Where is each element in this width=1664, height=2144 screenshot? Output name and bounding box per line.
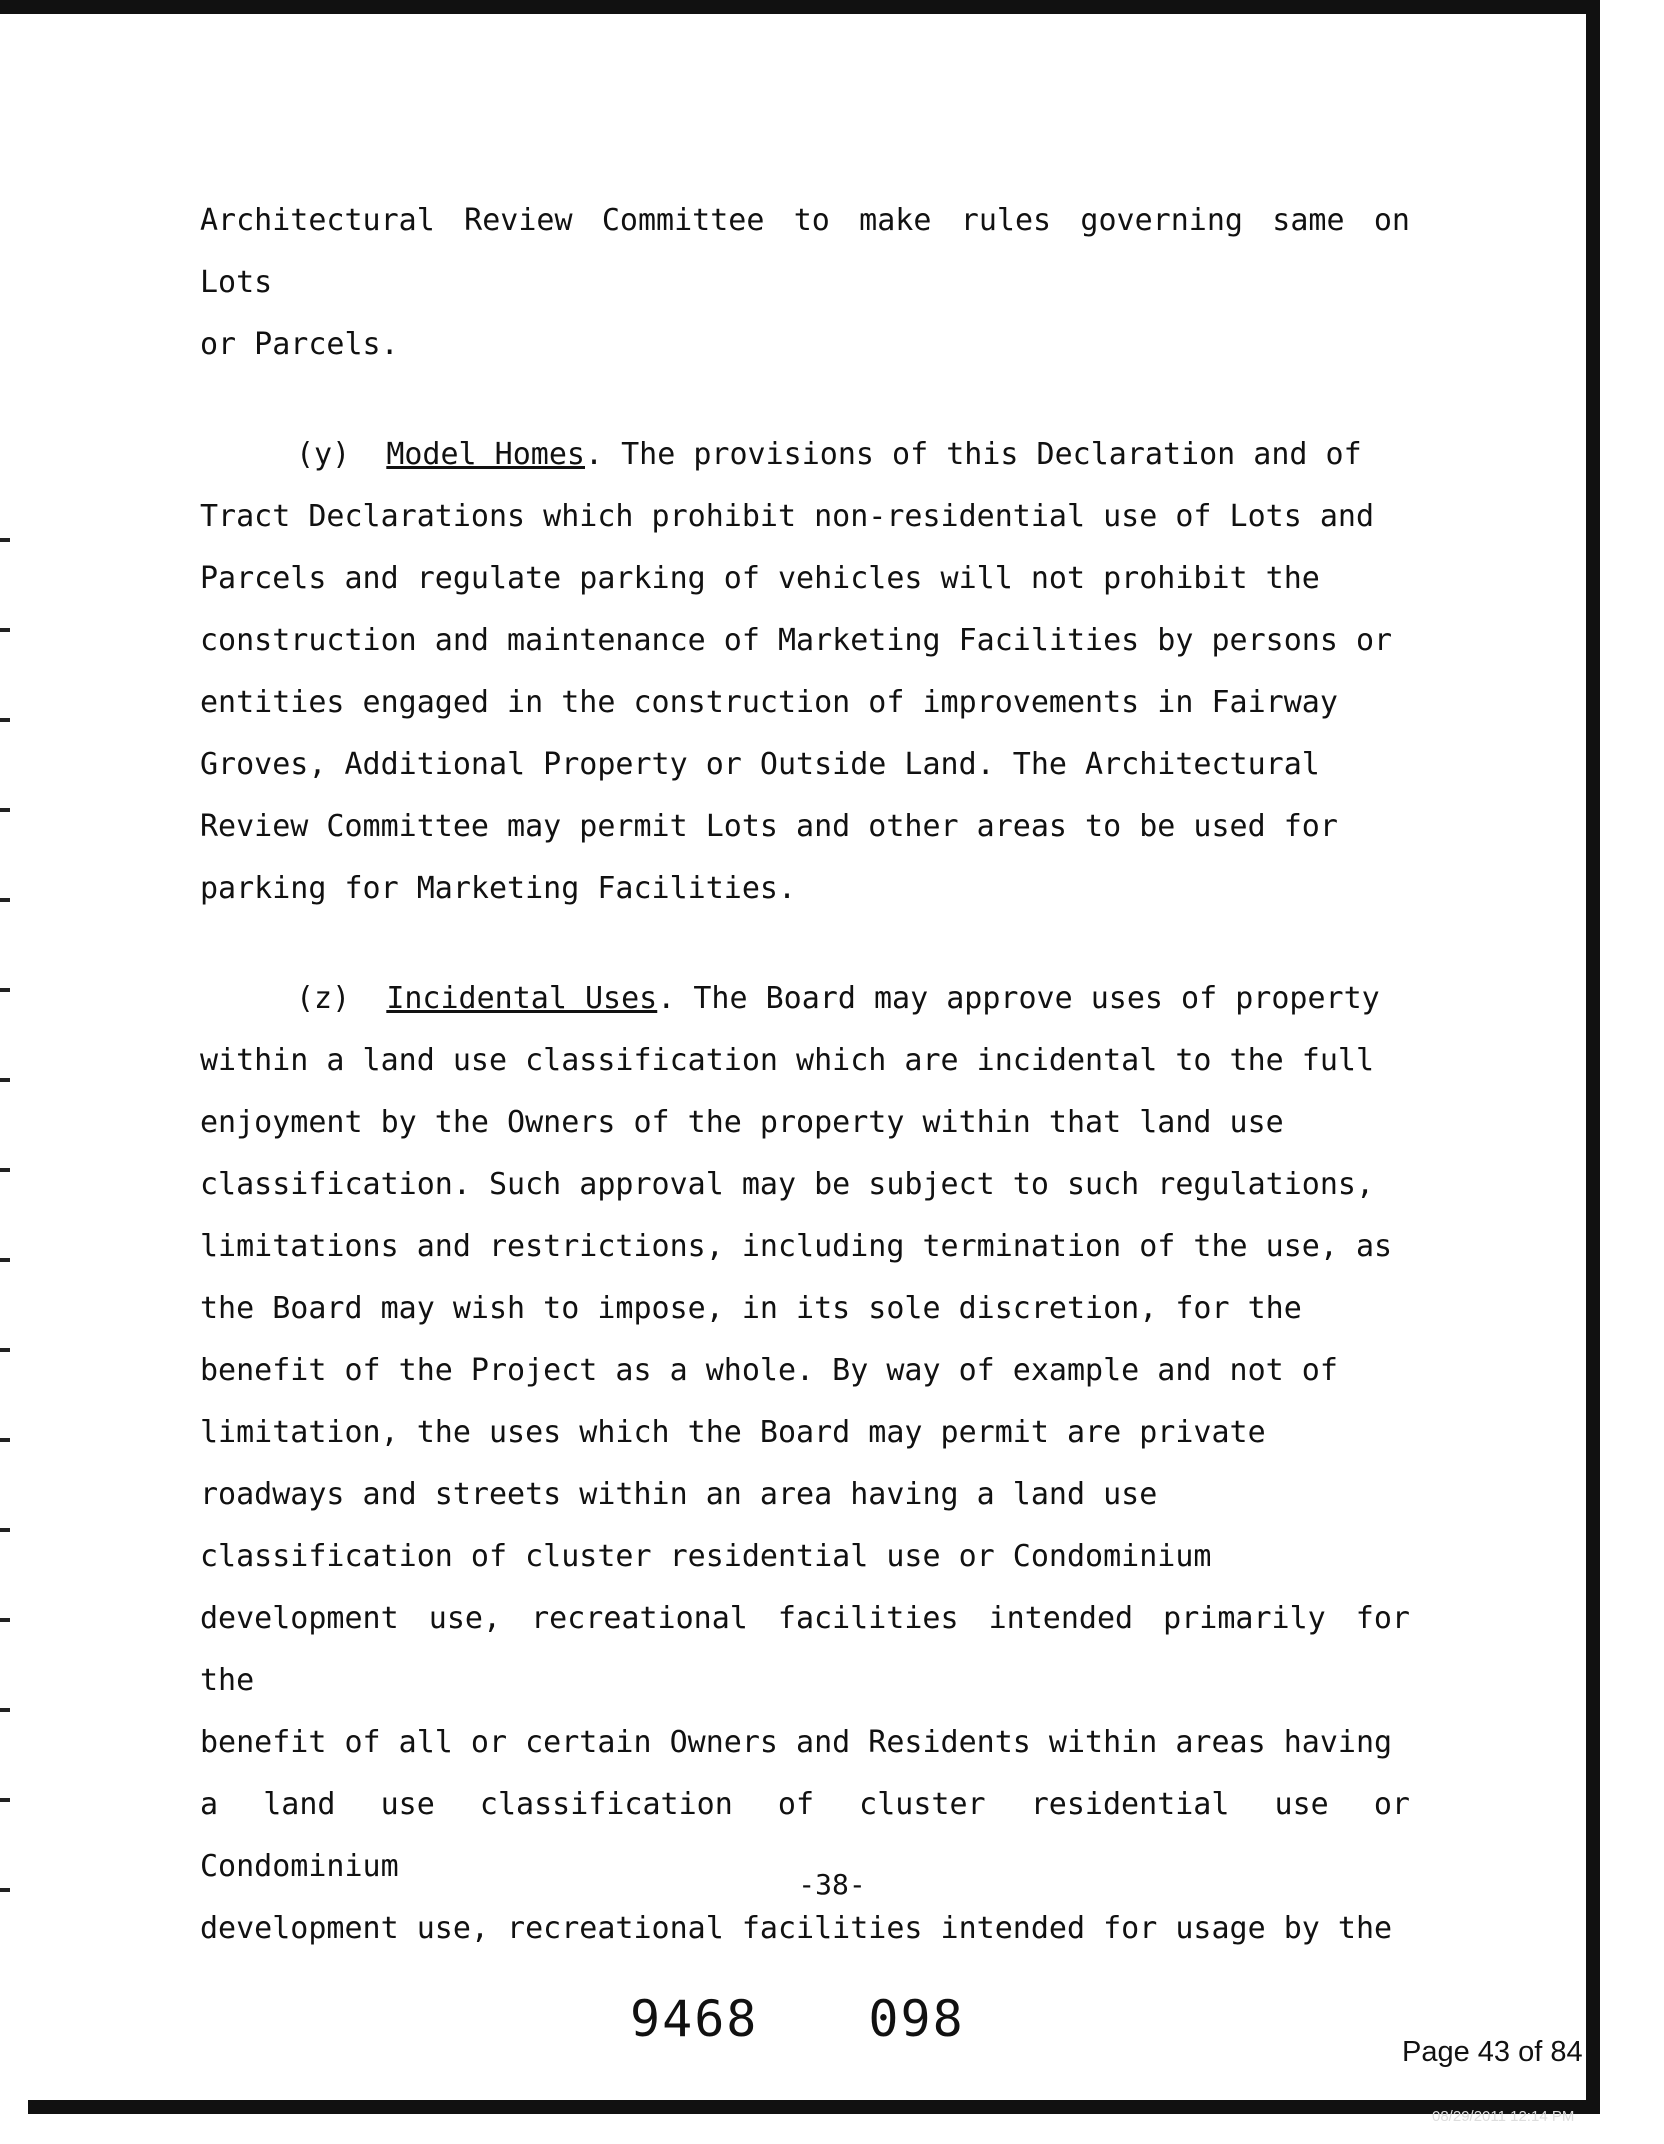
text-line: benefit of all or certain Owners and Residents within areas having (200, 1725, 1393, 1760)
section-heading: Incidental Uses (386, 981, 658, 1016)
scan-border-top (0, 0, 1600, 14)
scan-border-right (1586, 0, 1600, 2114)
paragraph-gap (200, 920, 1410, 968)
text-line: limitations and restrictions, including termination of the use, as (200, 1229, 1393, 1264)
book-page-reference (630, 1990, 1030, 2048)
book-number: 9468 (630, 1990, 759, 2048)
text-line: development use, recreational facilities intended primarily for the (200, 1601, 1410, 1698)
book-page-number: 098 (868, 1990, 965, 2048)
text-line: parking for Marketing Facilities. (200, 871, 797, 906)
scan-border-bottom (28, 2100, 1600, 2114)
page-number: -38- (798, 1868, 866, 1901)
section-lead: . The provisions of this Declaration and of (585, 437, 1362, 472)
text-line: classification. Such approval may be subject to such regulations, (200, 1167, 1374, 1202)
text-line: enjoyment by the Owners of the property within that land use (200, 1105, 1284, 1140)
text-line: Parcels and regulate parking of vehicles will not prohibit the (200, 561, 1320, 596)
text-line: within a land use classification which are incidental to the full (200, 1043, 1374, 1078)
scan-left-edge (0, 500, 10, 1900)
section-lead: . The Board may approve uses of property (657, 981, 1380, 1016)
text-line: entities engaged in the construction of improvements in Fairway (200, 685, 1338, 720)
section-y-first-line (200, 424, 1410, 486)
text-line: Tract Declarations which prohibit non-residential use of Lots and (200, 499, 1374, 534)
paragraph-gap (200, 376, 1410, 424)
section-z-first-line (200, 968, 1410, 1030)
text-line: limitation, the uses which the Board may permit are private (200, 1415, 1266, 1450)
text-line: Groves, Additional Property or Outside Land. The Architectural (200, 747, 1320, 782)
text-line: the Board may wish to impose, in its sole discretion, for the (200, 1291, 1302, 1326)
text-line: construction and maintenance of Marketing Facilities by persons or (200, 623, 1393, 658)
text-line: or Parcels. (200, 327, 399, 362)
text-line: development use, recreational facilities intended for usage by the (200, 1911, 1393, 1946)
timestamp-stamp: 08/29/2011 12:14 PM (1432, 2108, 1575, 2125)
text-line: roadways and streets within an area having a land use (200, 1477, 1158, 1512)
text-line: benefit of the Project as a whole. By way of example and not of (200, 1353, 1338, 1388)
text-line: Review Committee may permit Lots and other areas to be used for (200, 809, 1338, 844)
section-label: (z) (296, 981, 351, 1016)
text-line: a land use classification of cluster residential use or Condominium (200, 1787, 1410, 1884)
document-body (200, 190, 1410, 1960)
section-heading: Model Homes (386, 437, 585, 472)
text-line: Architectural Review Committee to make rules governing same on Lots (200, 203, 1410, 300)
text-line: classification of cluster residential use or Condominium (200, 1539, 1212, 1574)
page-of-count: Page 43 of 84 (1402, 2036, 1583, 2068)
section-label: (y) (296, 437, 351, 472)
